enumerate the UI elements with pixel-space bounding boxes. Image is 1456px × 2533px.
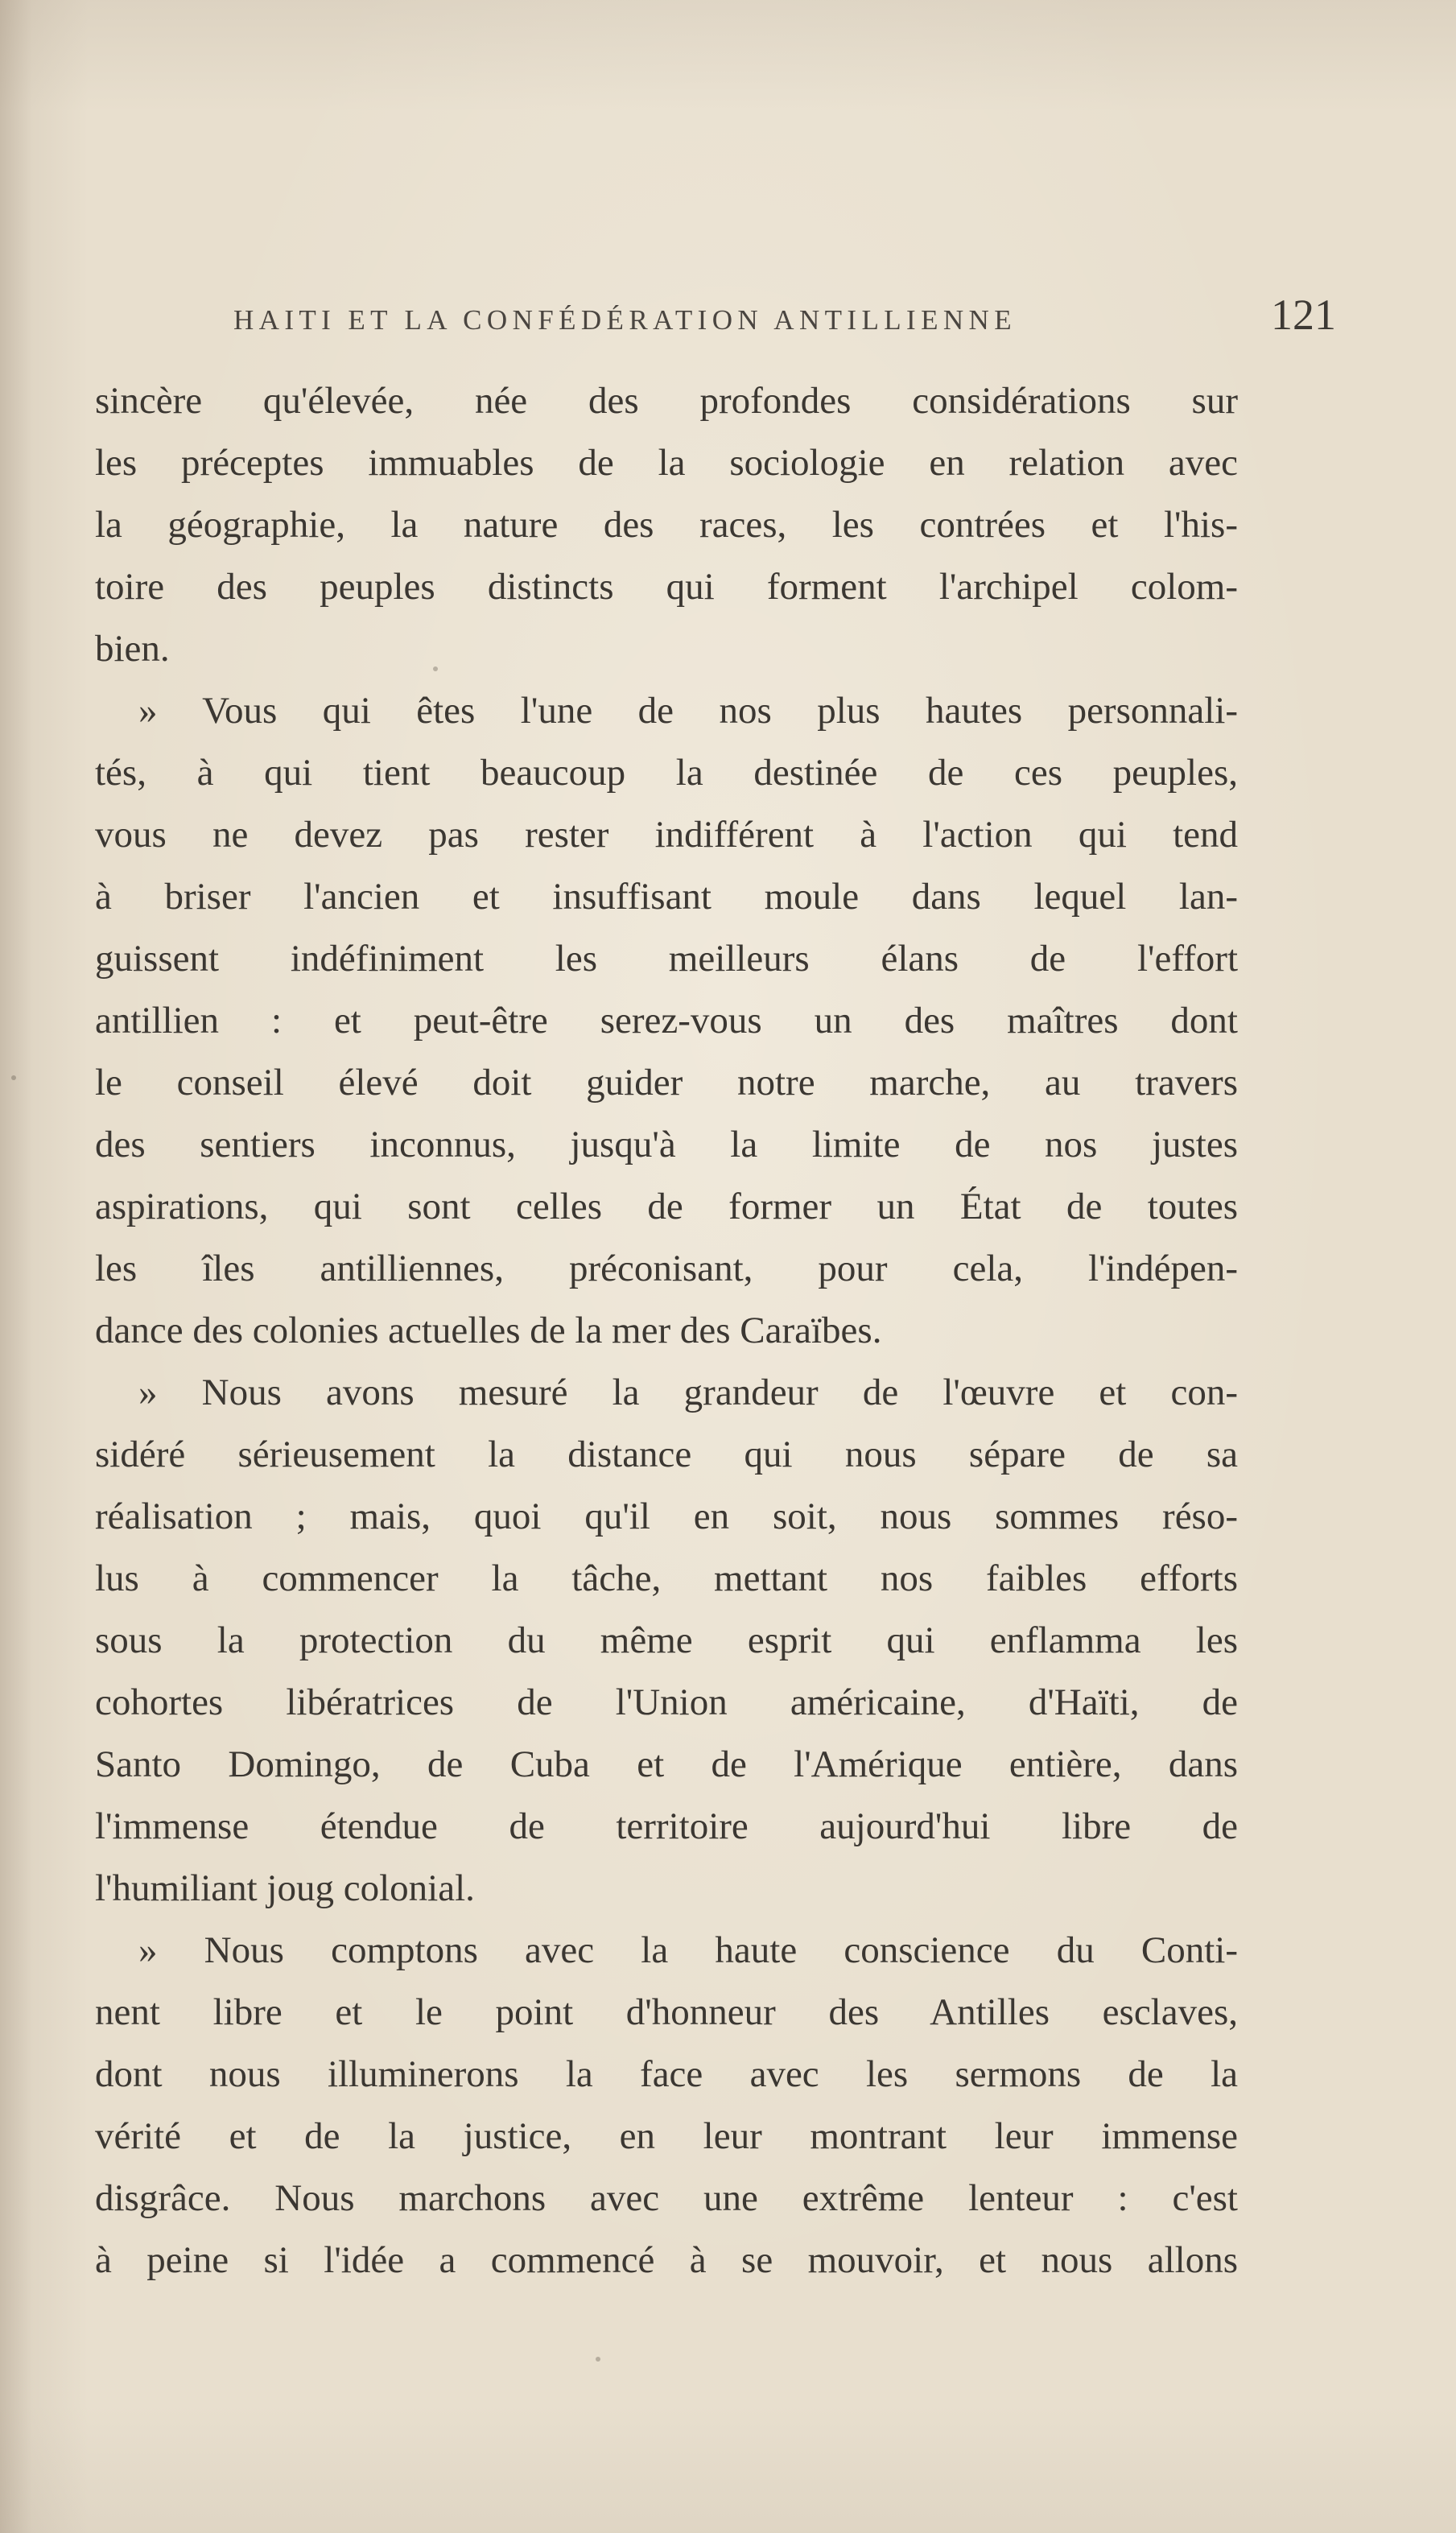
paper-speck [596, 2357, 600, 2362]
running-header [233, 290, 1336, 338]
text-line: antillien : et peut-être serez-vous un des maîtres dont [95, 1000, 1238, 1042]
text-line: vérité et de la justice, en leur montrant leur immense [95, 2115, 1238, 2157]
text-line: le conseil élevé doit guider notre marche, au travers [95, 1062, 1238, 1104]
text-line: tés, à qui tient beaucoup la destinée de ces peuples, [95, 752, 1238, 794]
text-line: à peine si l'idée a commencé à se mouvoir, et nous allons [95, 2239, 1238, 2281]
paper-speck [11, 1075, 16, 1080]
text-line: l'humiliant joug colonial. [95, 1867, 475, 1909]
page-number: 121 [1271, 291, 1336, 339]
text-line: à briser l'ancien et insuffisant moule dans lequel lan- [95, 876, 1238, 918]
text-line: sous la protection du même esprit qui enflamma les [95, 1619, 1238, 1661]
text-line: sincère qu'élevée, née des profondes considérations sur [95, 380, 1238, 422]
text-line: » Nous comptons avec la haute conscience du Conti- [138, 1929, 1238, 1971]
text-line: des sentiers inconnus, jusqu'à la limite de nos justes [95, 1124, 1238, 1165]
text-line: Santo Domingo, de Cuba et de l'Amérique entière, dans [95, 1743, 1238, 1785]
text-line: la géographie, la nature des races, les contrées et l'his- [95, 504, 1238, 546]
text-line: guissent indéfiniment les meilleurs élans de l'effort [95, 938, 1238, 980]
text-line: nent libre et le point d'honneur des Antilles esclaves, [95, 1991, 1238, 2033]
text-line: dance des colonies actuelles de la mer des Caraïbes. [95, 1310, 882, 1351]
text-line: bien. [95, 628, 170, 670]
text-line: toire des peuples distincts qui forment l'archipel colom- [95, 566, 1238, 608]
text-line: les préceptes immuables de la sociologie en relation avec [95, 442, 1238, 484]
running-title: HAITI ET LA CONFÉDÉRATION ANTILLIENNE [233, 304, 1017, 336]
text-line: aspirations, qui sont celles de former un État de toutes [95, 1186, 1238, 1227]
text-line: lus à commencer la tâche, mettant nos faibles efforts [95, 1557, 1238, 1599]
text-line: l'immense étendue de territoire aujourd'hui libre de [95, 1805, 1238, 1847]
text-line: sidéré sérieusement la distance qui nous sépare de sa [95, 1434, 1238, 1475]
text-line: vous ne devez pas rester indifférent à l'action qui tend [95, 814, 1238, 856]
text-line: disgrâce. Nous marchons avec une extrême lenteur : c'est [95, 2177, 1238, 2219]
text-line: les îles antilliennes, préconisant, pour cela, l'indépen- [95, 1248, 1238, 1289]
text-line: dont nous illuminerons la face avec les sermons de la [95, 2053, 1238, 2095]
text-line: cohortes libératrices de l'Union américaine, d'Haïti, de [95, 1681, 1238, 1723]
text-line: réalisation ; mais, quoi qu'il en soit, nous sommes réso- [95, 1495, 1238, 1537]
body-text [95, 370, 1238, 2292]
text-line: » Vous qui êtes l'une de nos plus hautes personnali- [138, 690, 1238, 732]
text-line: » Nous avons mesuré la grandeur de l'œuvre et con- [138, 1372, 1238, 1413]
